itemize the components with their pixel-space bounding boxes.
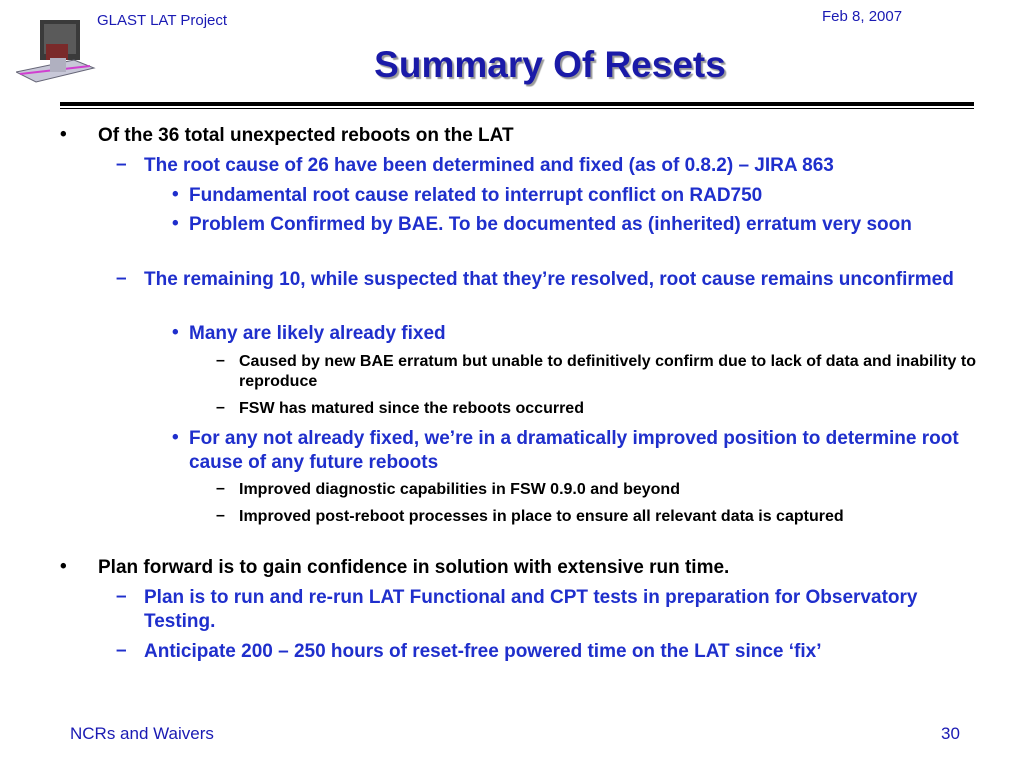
bullet-item: [60, 124, 980, 148]
bullet-text: Plan is to run and re-run LAT Functional and CPT tests in preparation for Observatory Testing.: [144, 587, 918, 632]
slide-title: Summary Of Resets: [374, 44, 726, 85]
bullet-item: [172, 322, 972, 346]
bullet-marker: –: [116, 640, 127, 661]
bullet-text: Many are likely already fixed: [189, 323, 446, 344]
bullet-marker: –: [116, 268, 127, 289]
bullet-text: The remaining 10, while suspected that they’re resolved, root cause remains unconfirmed: [144, 269, 954, 290]
bullet-marker: •: [60, 124, 67, 145]
title-divider-thin: [60, 108, 974, 109]
bullet-item: [172, 184, 972, 208]
bullet-text: Plan forward is to gain confidence in solution with extensive run time.: [98, 557, 730, 578]
bullet-text: The root cause of 26 have been determined and fixed (as of 0.8.2) – JIRA 863: [144, 155, 834, 176]
bullet-item: [116, 640, 996, 664]
bullet-item: [172, 427, 962, 475]
bullet-item: [60, 556, 980, 580]
bullet-marker: •: [172, 322, 179, 343]
bullet-marker: •: [172, 184, 179, 205]
bullet-marker: –: [216, 480, 225, 497]
bullet-item: [172, 213, 962, 237]
bullet-item: [116, 268, 976, 292]
bullet-item: [216, 352, 976, 392]
bullet-text: Improved post-reboot processes in place to ensure all relevant data is captured: [239, 508, 844, 525]
slide-date: Feb 8, 2007: [822, 8, 903, 25]
bullet-marker: •: [172, 213, 179, 234]
bullet-text: Improved diagnostic capabilities in FSW 0.9.0 and beyond: [239, 481, 680, 498]
bullet-item: [116, 154, 976, 178]
page-number: 30: [941, 724, 960, 743]
bullet-item: [216, 399, 976, 419]
project-name: GLAST LAT Project: [97, 12, 228, 29]
bullet-item: [216, 507, 916, 527]
bullet-text: For any not already fixed, we’re in a dramatically improved position to determine root cause of any future reboots: [189, 428, 959, 473]
bullet-marker: –: [216, 399, 225, 416]
bullet-marker: •: [60, 556, 67, 577]
bullet-marker: –: [116, 154, 127, 175]
bullet-text: Of the 36 total unexpected reboots on the LAT: [98, 125, 514, 146]
bullet-text: Caused by new BAE erratum but unable to definitively confirm due to lack of data and inability to reproduce: [239, 353, 976, 390]
bullet-item: [216, 480, 976, 500]
bullet-text: Problem Confirmed by BAE. To be documented as (inherited) erratum very soon: [189, 214, 912, 235]
footer-section-title: NCRs and Waivers: [70, 724, 214, 743]
bullet-marker: –: [116, 586, 127, 607]
bullet-item: [116, 586, 956, 634]
bullet-marker: –: [216, 352, 225, 369]
bullet-text: FSW has matured since the reboots occurred: [239, 400, 584, 417]
bullet-text: Fundamental root cause related to interrupt conflict on RAD750: [189, 185, 763, 206]
bullet-marker: •: [172, 427, 179, 448]
bullet-text: Anticipate 200 – 250 hours of reset-free powered time on the LAT since ‘fix’: [144, 641, 822, 662]
title-divider: [60, 102, 974, 106]
bullet-marker: –: [216, 507, 225, 524]
